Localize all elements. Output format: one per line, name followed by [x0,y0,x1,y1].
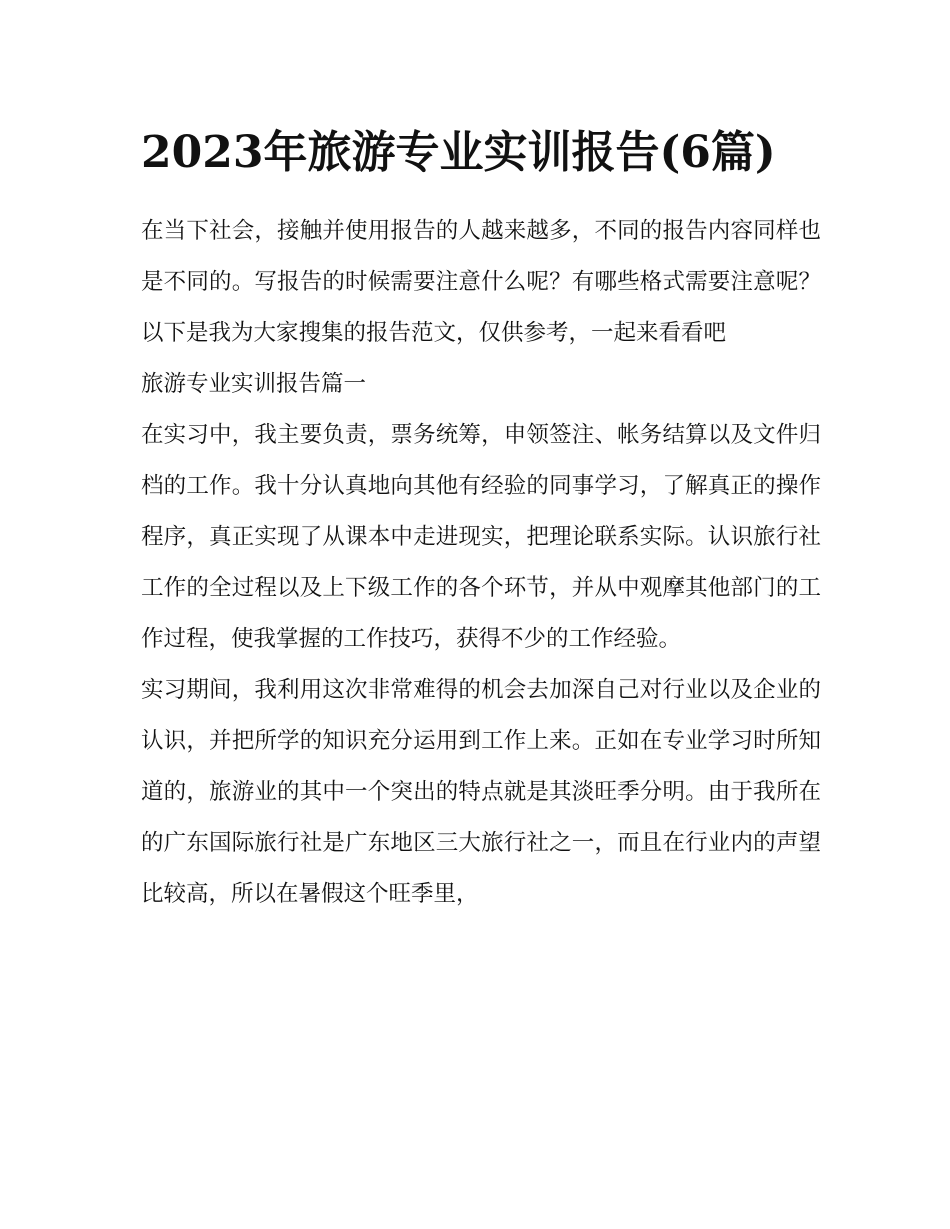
body-paragraph-1: 在实习中，我主要负责，票务统筹，申领签注、帐务结算以及文件归档的工作。我十分认真地向其他有经验的同事学习，了解真正的操作程序，真正实现了从课本中走进现实，把理论联系实际。认识旅行社工作的全过程以及上下级工作的各个环节，并从中观摩其他部门的工作过程，使我掌握的工作技巧，获得不少的工作经验。 [141,422,821,652]
section-heading: 旅游专业实训报告篇一 [141,371,367,397]
body-paragraph-2: 实习期间，我利用这次非常难得的机会去加深自己对行业以及企业的认识，并把所学的知识充分运用到工作上来。正如在专业学习时所知道的，旅游业的其中一个突出的特点就是其淡旺季分明。由于我所在的广东国际旅行社是广东地区三大旅行社之一，而且在行业内的声望比较高，所以在暑假这个旺季里， [141,677,821,907]
document-title: 2023年旅游专业实训报告(6篇) [141,127,776,178]
intro-paragraph: 在当下社会，接触并使用报告的人越来越多，不同的报告内容同样也是不同的。写报告的时候需要注意什么呢？有哪些格式需要注意呢？以下是我为大家搜集的报告范文，仅供参考，一起来看看吧 [141,218,821,346]
document-body [141,118,821,920]
